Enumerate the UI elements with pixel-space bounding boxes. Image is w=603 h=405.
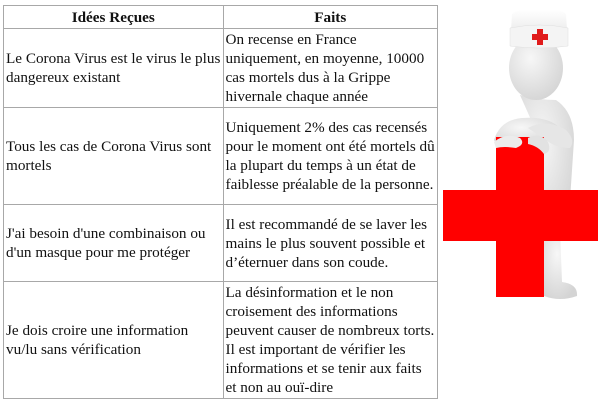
myth-cell: Je dois croire une information vu/lu sans vérification [4, 282, 224, 399]
table-row [4, 282, 438, 399]
table-row [4, 205, 438, 282]
fact-cell: La désinformation et le non croisement des informations peuvent causer de nombreux torts. Il est important de vérifier les informations et se tenir aux faits et non au ouï-dire [223, 282, 437, 399]
red-cross-icon [443, 137, 598, 297]
header-facts: Faits [223, 6, 437, 29]
table-row [4, 29, 438, 108]
header-myths: Idées Reçues [4, 6, 224, 29]
nurse-cap [510, 10, 568, 49]
myth-cell: J'ai besoin d'une combinaison ou d'un masque pour me protéger [4, 205, 224, 282]
myth-cell: Tous les cas de Corona Virus sont mortels [4, 108, 224, 205]
table-header-row [4, 6, 438, 29]
myths-facts-table [3, 5, 438, 399]
fact-cell: Il est recommandé de se laver les mains le plus souvent possible et d’éternuer dans son coude. [223, 205, 437, 282]
nurse-red-cross-illustration [440, 0, 603, 320]
myth-cell: Le Corona Virus est le virus le plus dangereux existant [4, 29, 224, 108]
table-row [4, 108, 438, 205]
fact-cell: Uniquement 2% des cas recensés pour le moment ont été mortels dû la plupart du temps à un état de faiblesse préalable de la personne. [223, 108, 437, 205]
fact-cell: On recense en France uniquement, en moyenne, 10000 cas mortels dus à la Grippe hivernale chaque année [223, 29, 437, 108]
